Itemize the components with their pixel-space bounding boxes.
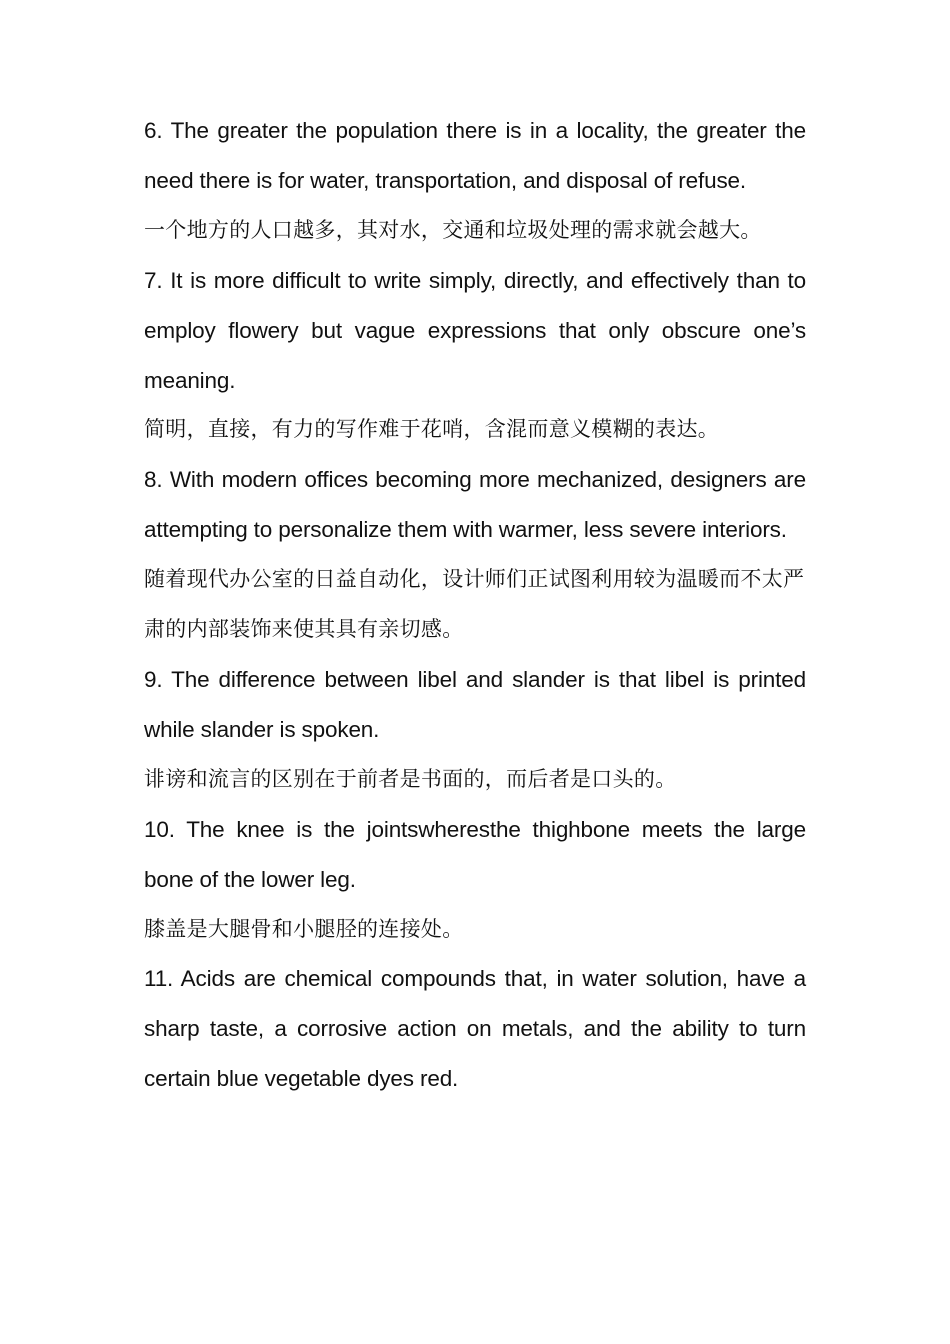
sentence-6-english: 6. The greater the population there is in a locality, the greater the need there is for water, transportation, and disposal of refuse. — [144, 118, 806, 193]
sentence-7-english: 7. It is more difficult to write simply, directly, and effectively than to employ flowery but vague expressions that only obscure one’s meaning. — [144, 267, 806, 393]
sentence-8-chinese: 随着现代办公室的日益自动化，设计师们正试图利用较为温暖而不太严肃的内部装饰来使其具有亲切感。 — [144, 567, 805, 642]
sentence-7-chinese: 简明，直接，有力的写作难于花哨，含混而意义模糊的表达。 — [144, 417, 720, 442]
sentence-10-chinese: 膝盖是大腿骨和小腿胫的连接处。 — [144, 916, 464, 941]
document-page — [144, 106, 806, 1104]
sentence-6-chinese: 一个地方的人口越多，其对水，交通和垃圾处理的需求就会越大。 — [144, 217, 762, 242]
sentence-9-english: 9. The difference between libel and slander is that libel is printed while slander is spoken. — [144, 666, 806, 742]
sentence-10-english: 10. The knee is the jointswheresthe thighbone meets the large bone of the lower leg. — [144, 816, 806, 892]
sentence-8-english: 8. With modern offices becoming more mechanized, designers are attempting to personalize them with warmer, less severe interiors. — [144, 467, 806, 543]
sentence-11-english: 11. Acids are chemical compounds that, in water solution, have a sharp taste, a corrosive action on metals, and the ability to turn certain blue vegetable dyes red. — [144, 966, 806, 1092]
sentence-9-chinese: 诽谤和流言的区别在于前者是书面的，而后者是口头的。 — [144, 766, 677, 791]
